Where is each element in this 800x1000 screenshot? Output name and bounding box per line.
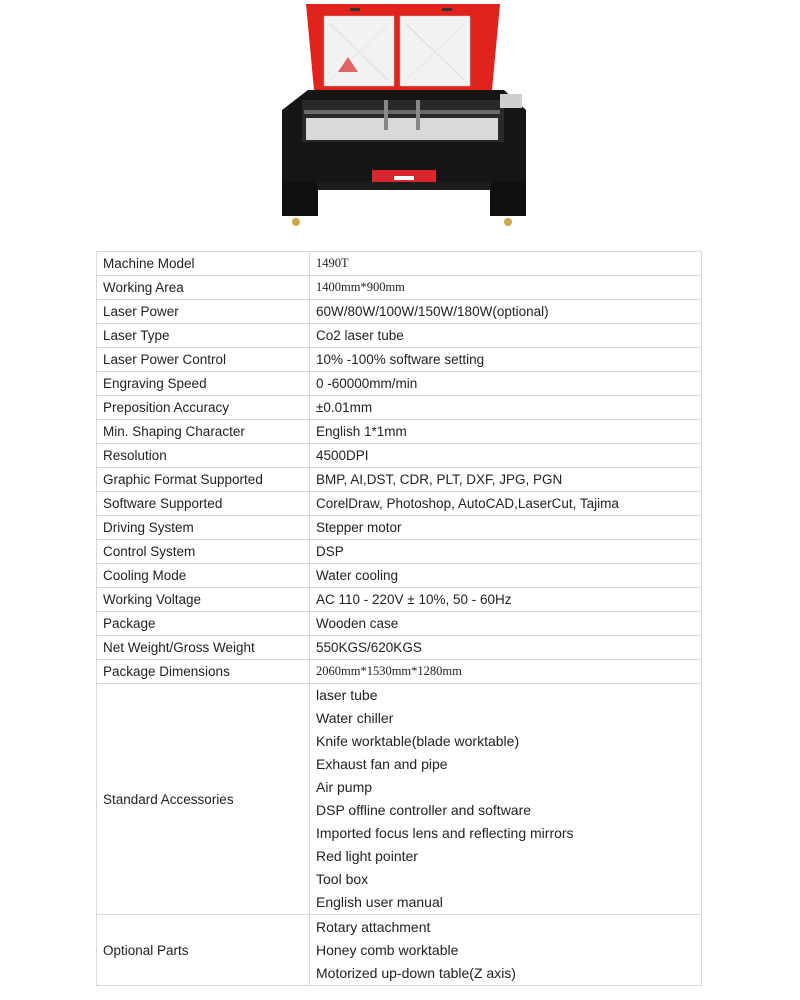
spec-row <box>97 588 702 612</box>
list-item: Red light pointer <box>316 848 418 864</box>
spec-label: Working Voltage <box>97 588 310 612</box>
spec-value: 1400mm*900mm <box>310 276 702 300</box>
list-item: Imported focus lens and reflecting mirrors <box>316 825 574 841</box>
spec-row <box>97 276 702 300</box>
spec-value: Wooden case <box>310 612 702 636</box>
spec-row <box>97 468 702 492</box>
laser-cutting-machine-image <box>268 2 540 234</box>
list-item: Knife worktable(blade worktable) <box>316 733 520 749</box>
spec-value: Co2 laser tube <box>310 324 702 348</box>
spec-row <box>97 612 702 636</box>
spec-value: 0 -60000mm/min <box>310 372 702 396</box>
optional-parts-list <box>310 915 702 986</box>
machine-legs <box>282 182 526 226</box>
spec-value: Stepper motor <box>310 516 702 540</box>
spec-value: ±0.01mm <box>310 396 702 420</box>
spec-label: Software Supported <box>97 492 310 516</box>
spec-value: AC 110 - 220V ± 10%, 50 - 60Hz <box>310 588 702 612</box>
machine-lid <box>306 4 500 90</box>
spec-label: Preposition Accuracy <box>97 396 310 420</box>
spec-label: Working Area <box>97 276 310 300</box>
spec-label: Laser Power <box>97 300 310 324</box>
list-item: Tool box <box>316 871 369 887</box>
spec-row <box>97 252 702 276</box>
list-item: Motorized up-down table(Z axis) <box>316 964 516 981</box>
spec-row <box>97 372 702 396</box>
spec-label: Min. Shaping Character <box>97 420 310 444</box>
list-item: Water chiller <box>316 710 394 726</box>
spec-value: DSP <box>310 540 702 564</box>
spec-label: Control System <box>97 540 310 564</box>
spec-label: Package <box>97 612 310 636</box>
spec-row <box>97 540 702 564</box>
standard-accessories-row <box>97 684 702 915</box>
spec-row <box>97 348 702 372</box>
spec-label: Driving System <box>97 516 310 540</box>
spec-label: Package Dimensions <box>97 660 310 684</box>
optional-parts-row <box>97 915 702 986</box>
spec-label: Resolution <box>97 444 310 468</box>
spec-row <box>97 564 702 588</box>
standard-accessories-list <box>310 684 702 915</box>
spec-row <box>97 324 702 348</box>
list-item: Air pump <box>316 779 373 795</box>
spec-value: Water cooling <box>310 564 702 588</box>
spec-value: 1490T <box>310 252 702 276</box>
standard-accessories-label: Standard Accessories <box>97 684 310 915</box>
spec-label: Engraving Speed <box>97 372 310 396</box>
machine-body <box>282 90 526 188</box>
spec-value: CorelDraw, Photoshop, AutoCAD,LaserCut, Tajima <box>310 492 702 516</box>
spec-value: 2060mm*1530mm*1280mm <box>310 660 702 684</box>
spec-label: Laser Type <box>97 324 310 348</box>
spec-row <box>97 420 702 444</box>
spec-row <box>97 660 702 684</box>
spec-label: Cooling Mode <box>97 564 310 588</box>
spec-value: BMP, AI,DST, CDR, PLT, DXF, JPG, PGN <box>310 468 702 492</box>
spec-label: Net Weight/Gross Weight <box>97 636 310 660</box>
list-item: Rotary attachment <box>316 918 431 935</box>
spec-row <box>97 492 702 516</box>
list-item: English user manual <box>316 894 443 910</box>
list-item: Exhaust fan and pipe <box>316 756 448 772</box>
spec-row <box>97 300 702 324</box>
list-item: Honey comb worktable <box>316 941 459 958</box>
spec-row <box>97 444 702 468</box>
specifications-table <box>96 251 702 986</box>
spec-label: Laser Power Control <box>97 348 310 372</box>
spec-label: Graphic Format Supported <box>97 468 310 492</box>
spec-label: Machine Model <box>97 252 310 276</box>
spec-value: English 1*1mm <box>310 420 702 444</box>
spec-value: 60W/80W/100W/150W/180W(optional) <box>310 300 702 324</box>
spec-row <box>97 516 702 540</box>
list-item: laser tube <box>316 687 378 703</box>
optional-parts-label: Optional Parts <box>97 915 310 986</box>
spec-value: 10% -100% software setting <box>310 348 702 372</box>
list-item: DSP offline controller and software <box>316 802 532 818</box>
spec-value: 4500DPI <box>310 444 702 468</box>
spec-row <box>97 636 702 660</box>
spec-row <box>97 396 702 420</box>
spec-value: 550KGS/620KGS <box>310 636 702 660</box>
